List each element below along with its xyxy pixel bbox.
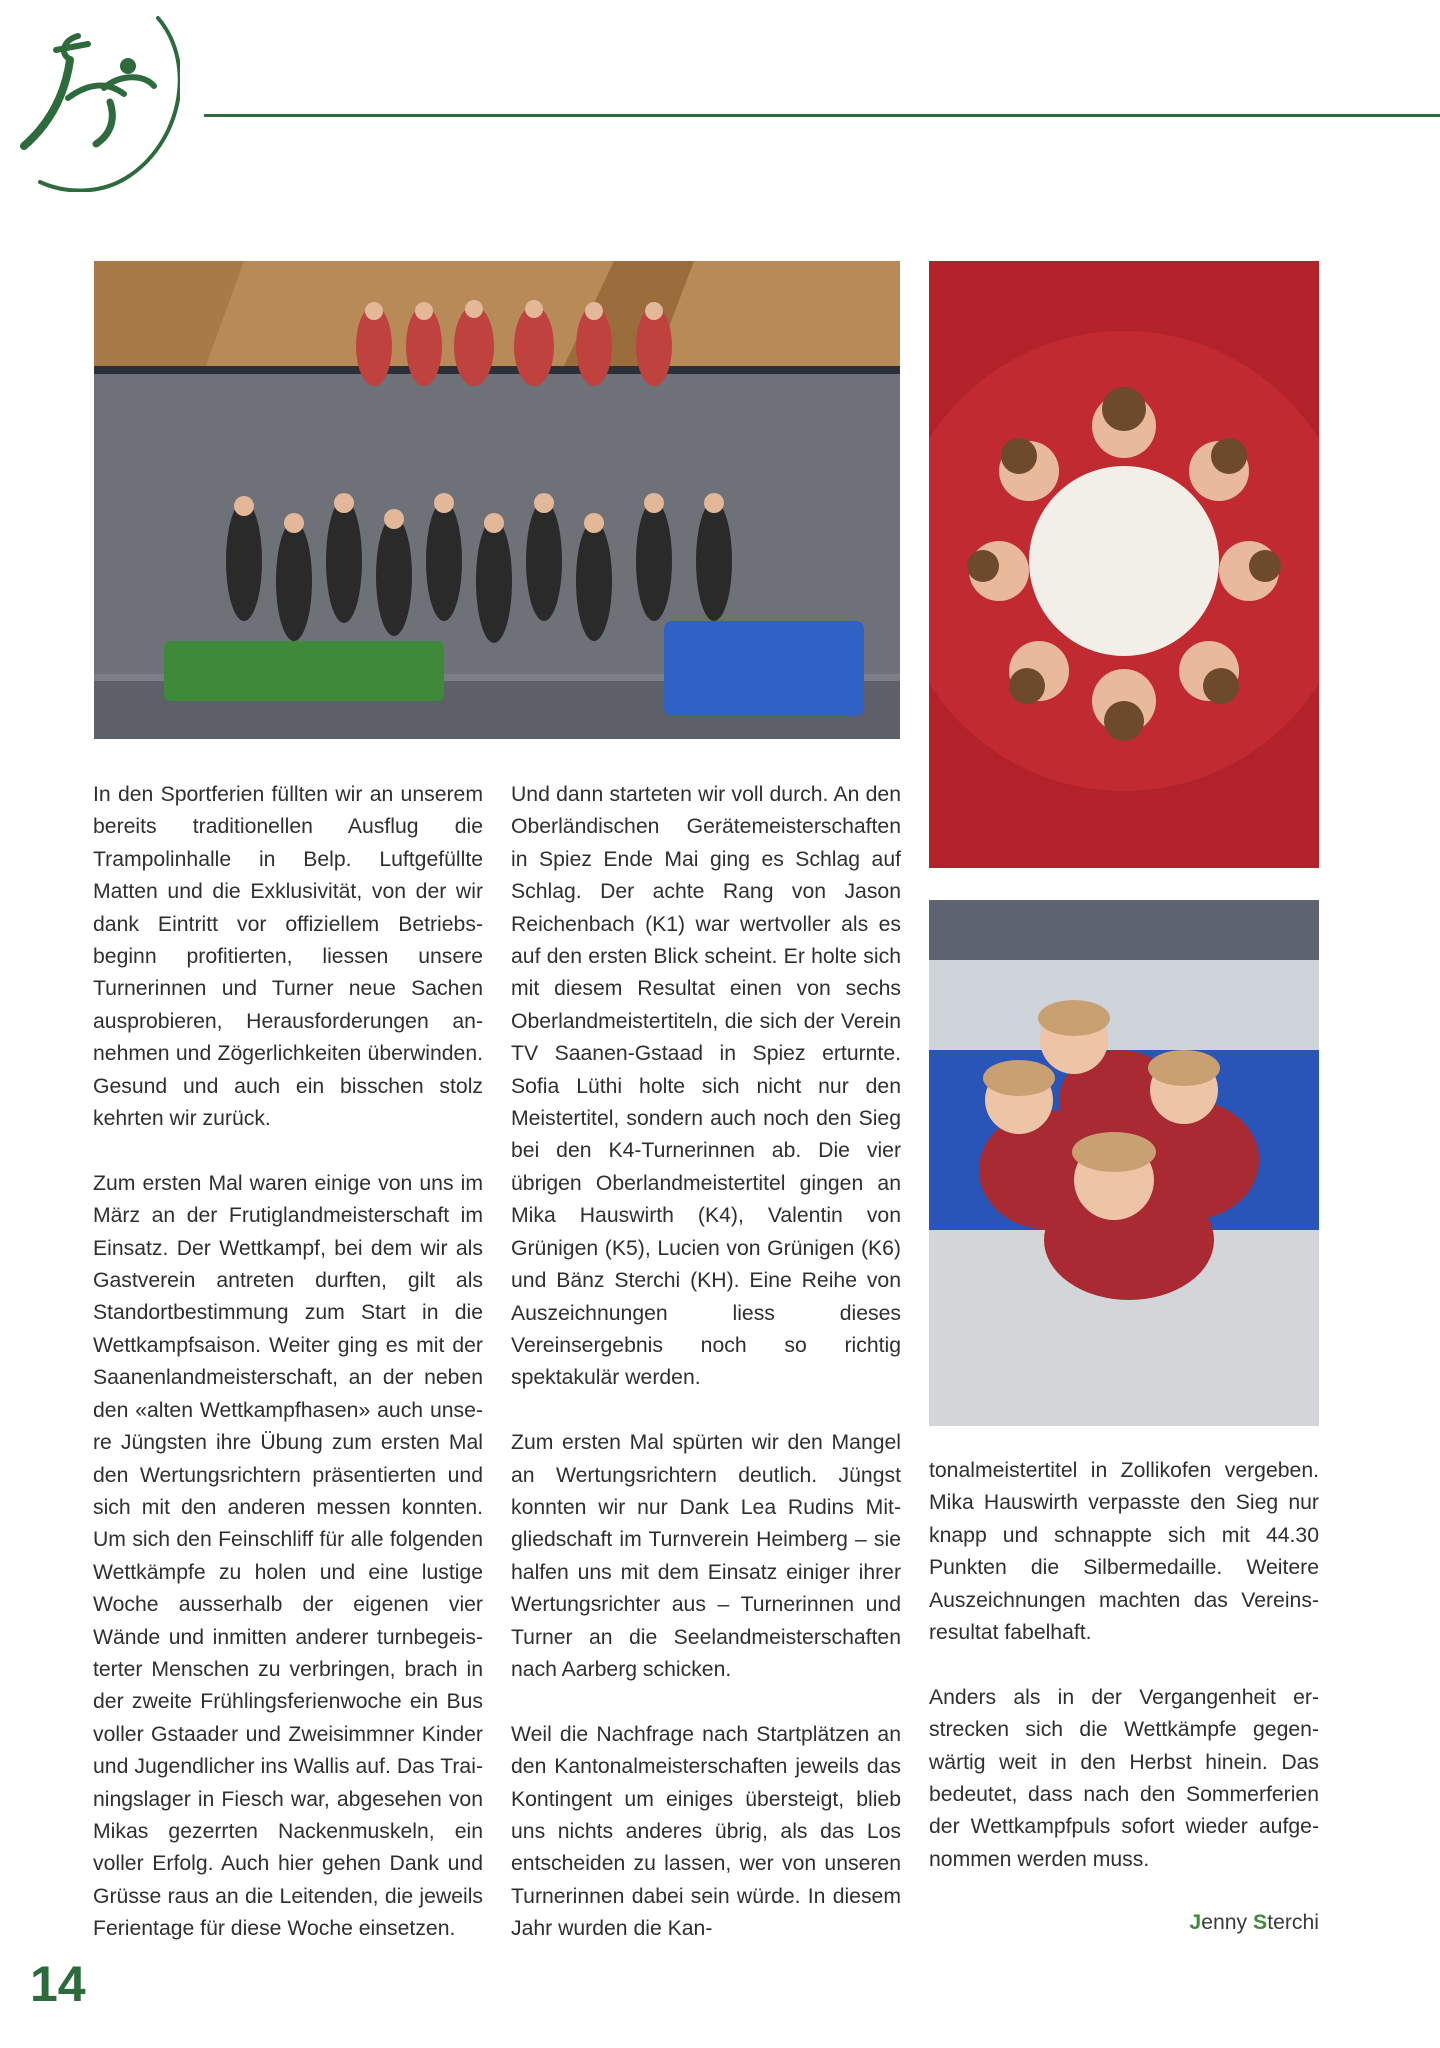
author-first-rest: enny <box>1201 1911 1248 1934</box>
article-paragraph: Und dann starteten wir voll durch. An den Oberländischen Gerätemeisterschaften in Spiez Ende Mai ging es Schlag auf Schlag. Der achte Rang von Jason Reichenbach (K1) war wertvoller als es auf den ersten Blick scheint. Er holte sich mit diesem Resultat einen von sechs Oberlandmeistertiteln, die sich der Verein TV Saanen-Gstaad in Spiez erturnte. Sofia Lüthi holte sich nicht nur den Meistertitel, sondern auch noch den Sieg bei den K4-Turnerinnen ab. Die vier übrigen Oberlandmeistertitel gingen an Mika Hauswirth (K4), Valentin von Grünigen (K5), Lucien von Grünigen (K6) und Bänz Sterchi (KH). Eine Reihe von Auszeichnungen liess dieses Vereinsergebnis noch so richtig spektakulär werden. <box>511 783 901 1390</box>
article-paragraph: In den Sportferien füllten wir an unserem bereits traditionellen Ausflug die Trampolinhalle in Belp. Luftgefüllte Matten und die Exklusivität, von der wir dank Eintritt vor offiziellem Betriebsbeginn profitierten, liessen unsere Turnerinnen und Turner neue Sachen ausprobieren, Herausforderungen annehmen und Zögerlichkeiten überwinden. Gesund und auch ein bisschen stolz kehrten wir zurück. <box>93 783 483 1131</box>
article-paragraph: Weil die Nachfrage nach Startplätzen an den Kantonalmeisterschaften jeweils das Kontingent um einiges übersteigt, blieb uns nichts anderes übrig, als das Los entscheiden zu lassen, wer von unseren Turnerinnen dabei sein würde. In diesem Jahr wurden die Kan- <box>511 1722 901 1941</box>
article-column-2 <box>511 779 901 1946</box>
author-last-rest: terchi <box>1267 1911 1319 1934</box>
article-paragraph: Zum ersten Mal waren einige von uns im März an der Frutiglandmeisterschaft im Einsatz. Der Wettkampf, bei dem wir als Gastverein antreten durften, gilt als Standortbestimmung zum Start in die Wettkampfsaison. Weiter ging es mit der Saanenlandmeisterschaft, an der neben den «alten Wettkampfhasen» auch unsere Jüngsten ihre Übung zum ersten Mal den Wertungsrichtern präsentierten und sich mit den anderen messen konnten. Um sich den Feinschliff für alle folgenden Wettkämpfe zu holen und eine lustige Woche ausserhalb der eigenen vier Wände und inmitten anderer turnbegeisterter Menschen zu verbringen, brach in der zweite Frühlingsferienwoche ein Bus voller Gstaader und Zweisimmner Kinder und Jugendlicher ins Wallis auf. Das Trainingslager in Fiesch war, abgesehen von Mikas gezerrten Nackenmuskeln, ein voller Erfolg. Auch hier gehen Dank und Grüsse raus an die Leitenden, die jeweils Ferientage für diese Woche einsetzen. <box>93 1171 483 1941</box>
gymnast-logo-icon <box>8 10 180 192</box>
girls-on-mat-photo <box>929 900 1319 1426</box>
header-rule <box>204 114 1440 117</box>
article-paragraph: Anders als in der Vergangenheit erstrecken sich die Wettkämpfe gegenwärtig weit in den Herbst hinein. Das bedeutet, dass nach den Sommerferien der Wettkampfpuls sofort wieder aufgenommen werden muss. <box>929 1685 1319 1871</box>
article-column-3 <box>929 1455 1319 1876</box>
article-paragraph: tonalmeistertitel in Zollikofen vergeben. Mika Hauswirth verpasste den Sieg nur knapp und schnappte sich mit 44.30 Punkten die Silbermedaille. Weitere Auszeichnungen machten das Vereinsresultat fabelhaft. <box>929 1459 1319 1645</box>
gymnastics-group-photo <box>94 261 900 739</box>
club-logo <box>8 10 180 192</box>
author-last-initial: S <box>1253 1911 1268 1934</box>
article-column-1 <box>93 779 483 1946</box>
page-number: 14 <box>30 1956 86 2012</box>
author-first-initial: J <box>1189 1911 1202 1934</box>
gymnasts-circle-photo <box>929 261 1319 868</box>
article-paragraph: Zum ersten Mal spürten wir den Mangel an Wertungsrichtern deutlich. Jüngst konnten wir nur Dank Lea Rudins Mitgliedschaft im Turnverein Heimberg – sie halfen uns mit dem Einsatz einiger ihrer Wertungsrichter aus – Turnerinnen und Turner an die Seelandmeisterschaften nach Aarberg schicken. <box>511 1431 901 1681</box>
article-author <box>1090 1908 1319 1938</box>
